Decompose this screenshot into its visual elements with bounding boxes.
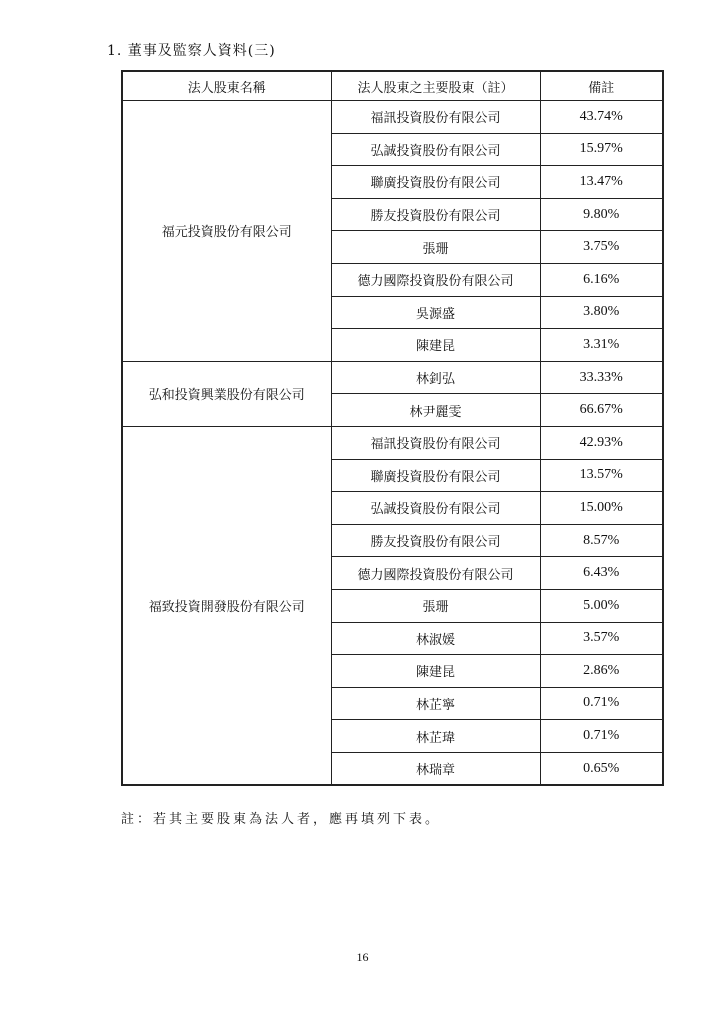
major-shareholder-name: 林淑媛 [331,622,540,655]
major-shareholder-name: 福訊投資股份有限公司 [331,101,540,134]
shareholding-percentage: 3.80% [540,296,663,329]
major-shareholder-name: 張珊 [331,589,540,622]
major-shareholder-name: 福訊投資股份有限公司 [331,426,540,459]
shareholding-percentage: 15.97% [540,133,663,166]
shareholding-percentage: 13.57% [540,459,663,492]
shareholding-percentage: 0.65% [540,752,663,785]
shareholding-percentage: 3.75% [540,231,663,264]
header-remarks: 備註 [540,71,663,101]
major-shareholder-name: 林瑞章 [331,752,540,785]
major-shareholder-name: 林芷瑋 [331,720,540,753]
shareholding-percentage: 13.47% [540,166,663,199]
major-shareholder-name: 林芷寧 [331,687,540,720]
corporate-shareholder-name: 福元投資股份有限公司 [122,101,331,362]
table-row [122,101,663,134]
corporate-shareholder-name: 福致投資開發股份有限公司 [122,426,331,785]
shareholding-percentage: 43.74% [540,101,663,134]
section-heading: 1. 董事及監察人資料(三) [107,43,276,59]
major-shareholder-name: 陳建昆 [331,329,540,362]
page-number: 16 [356,950,369,964]
table-row [122,426,663,459]
shareholding-percentage: 0.71% [540,720,663,753]
shareholding-percentage: 0.71% [540,687,663,720]
shareholding-percentage: 3.57% [540,622,663,655]
major-shareholder-name: 勝友投資股份有限公司 [331,198,540,231]
header-corporate-name: 法人股東名稱 [122,71,331,101]
major-shareholder-name: 弘誠投資股份有限公司 [331,492,540,525]
shareholding-percentage: 9.80% [540,198,663,231]
table-row [122,361,663,394]
shareholding-percentage: 6.43% [540,557,663,590]
header-major-shareholders: 法人股東之主要股東（註） [331,71,540,101]
major-shareholder-name: 德力國際投資股份有限公司 [331,263,540,296]
major-shareholder-name: 弘誠投資股份有限公司 [331,133,540,166]
footnote: 註：若其主要股東為法人者，應再填列下表。 [121,812,442,827]
major-shareholder-name: 林釗弘 [331,361,540,394]
shareholding-percentage: 66.67% [540,394,663,427]
shareholding-percentage: 5.00% [540,589,663,622]
shareholding-percentage: 42.93% [540,426,663,459]
shareholding-percentage: 3.31% [540,329,663,362]
major-shareholder-name: 林尹麗雯 [331,394,540,427]
major-shareholder-name: 勝友投資股份有限公司 [331,524,540,557]
major-shareholder-name: 聯廣投資股份有限公司 [331,459,540,492]
table-body [122,101,663,786]
shareholder-table [121,70,664,786]
major-shareholder-name: 陳建昆 [331,655,540,688]
major-shareholder-name: 吳源盛 [331,296,540,329]
major-shareholder-name: 德力國際投資股份有限公司 [331,557,540,590]
table-header-row [122,71,663,101]
shareholding-percentage: 15.00% [540,492,663,525]
shareholding-percentage: 6.16% [540,263,663,296]
shareholding-percentage: 2.86% [540,655,663,688]
shareholding-percentage: 33.33% [540,361,663,394]
major-shareholder-name: 張珊 [331,231,540,264]
corporate-shareholder-name: 弘和投資興業股份有限公司 [122,361,331,426]
major-shareholder-name: 聯廣投資股份有限公司 [331,166,540,199]
shareholding-percentage: 8.57% [540,524,663,557]
